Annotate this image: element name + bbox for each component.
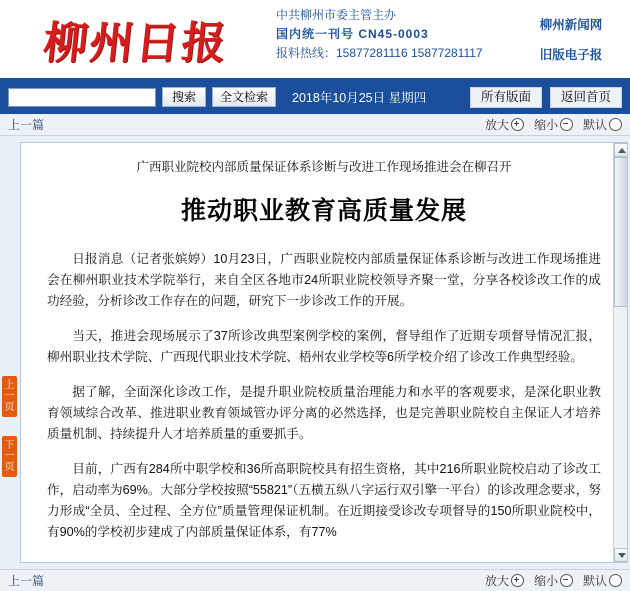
- article-scrollbar[interactable]: [613, 143, 627, 562]
- toolbar-right-group: [470, 87, 622, 108]
- prev-article-link-top[interactable]: 上一篇: [8, 118, 45, 132]
- minus-circle-icon: [560, 574, 573, 587]
- issue-date: 2018年10月25日 星期四: [292, 91, 427, 105]
- minus-circle-icon: [560, 118, 573, 131]
- old-edition-link[interactable]: 旧版电子报: [539, 48, 603, 62]
- masthead-line-2: 国内统一刊号 CN45-0003: [276, 27, 429, 41]
- article-paragraph: 目前，广西有284所中职学校和36所高职院校具有招生资格，其中216所职业院校启动了诊改工作，启动率为69%。大部分学校按照“55821”（五横五纵八字运行双引擎一平台）的诊改理念要求，努力形成“全员、全过程、全方位”质量管理保证机制。在近期接受诊改专项督导的150所职业院校中，有90%的学校初步建成了内部质量保证体系，有77%: [47, 462, 601, 539]
- next-page-button[interactable]: 下一页: [2, 436, 17, 477]
- all-pages-button[interactable]: 所有版面: [470, 87, 542, 108]
- zoom-controls-top: [485, 116, 622, 133]
- zoom-out-control-bottom[interactable]: [534, 572, 573, 589]
- zoom-in-control-top[interactable]: [485, 116, 524, 133]
- article-title: 推动职业教育高质量发展: [180, 197, 467, 225]
- circle-icon: [609, 574, 622, 587]
- left-rail: [0, 136, 20, 569]
- zoom-in-label-top: 放大: [484, 118, 509, 132]
- article-paragraph: 据了解，全面深化诊改工作，是提升职业院校质量治理能力和水平的客观要求，是深化职业教育领域综合改革、推进职业教育领域管办评分离的必然选择，也是完善职业院校自主保证人才培养质量机制、持续提升人才培养质量的重要抓手。: [47, 385, 601, 441]
- nav-strip-top: [0, 114, 630, 136]
- scroll-down-arrow-icon[interactable]: [614, 548, 628, 562]
- zoom-out-label-bottom: 缩小: [533, 574, 558, 588]
- home-button[interactable]: 返回首页: [550, 87, 622, 108]
- scroll-up-arrow-icon[interactable]: [614, 143, 628, 157]
- scrollbar-thumb[interactable]: [614, 157, 628, 307]
- search-input[interactable]: [8, 88, 156, 107]
- article-body: [21, 143, 627, 563]
- zoom-default-label-bottom: 默认: [582, 574, 607, 588]
- masthead-line-1: 中共柳州市委主管主办: [276, 8, 397, 22]
- article-paragraph: 日报消息（记者张嫔婷）10月23日，广西职业院校内部质量保证体系诊断与改进工作现场推进会在柳州职业技术学院举行，来自全区各地市24所职业院校领导齐聚一堂，分享各校诊改工作的成功经验，分析诊改工作存在的问题，研究下一步诊改工作的开展。: [47, 252, 601, 308]
- zoom-default-control-top[interactable]: [583, 116, 622, 133]
- zoom-default-label-top: 默认: [582, 118, 607, 132]
- toolbar: [0, 80, 630, 114]
- prev-page-button[interactable]: 上一页: [2, 376, 17, 417]
- prev-article-link-bottom[interactable]: 上一篇: [8, 574, 45, 588]
- zoom-default-control-bottom[interactable]: [583, 572, 622, 589]
- plus-circle-icon: [511, 118, 524, 131]
- zoom-controls-bottom: [485, 572, 622, 589]
- search-button[interactable]: 搜索: [162, 87, 206, 107]
- zoom-out-control-top[interactable]: [534, 116, 573, 133]
- article-paragraph: 当天，推进会现场展示了37所诊改典型案例学校的案例，督导组作了近期专项督导情况汇报，柳州职业技术学院、广西现代职业技术学院、梧州农业学校等6所学校介绍了诊改工作典型经验。: [47, 329, 601, 364]
- content-area: [0, 136, 630, 569]
- masthead-line-3: 报料热线：15877281116 15877281117: [276, 46, 483, 60]
- masthead: [0, 0, 630, 80]
- article-subhead: 广西职业院校内部质量保证体系诊断与改进工作现场推进会在柳召开: [136, 160, 512, 174]
- newspaper-logo[interactable]: [0, 0, 272, 78]
- masthead-info: [272, 0, 512, 78]
- zoom-in-label-bottom: 放大: [484, 574, 509, 588]
- circle-icon: [609, 118, 622, 131]
- news-site-link[interactable]: 柳州新闻网: [539, 18, 603, 32]
- masthead-links: [512, 0, 630, 78]
- zoom-out-label-top: 缩小: [533, 118, 558, 132]
- plus-circle-icon: [511, 574, 524, 587]
- newspaper-logo-text: 柳州日报: [40, 18, 231, 69]
- nav-strip-bottom: [0, 569, 630, 591]
- zoom-in-control-bottom[interactable]: [485, 572, 524, 589]
- article-panel: [20, 142, 628, 563]
- fulltext-search-button[interactable]: 全文检索: [212, 87, 276, 107]
